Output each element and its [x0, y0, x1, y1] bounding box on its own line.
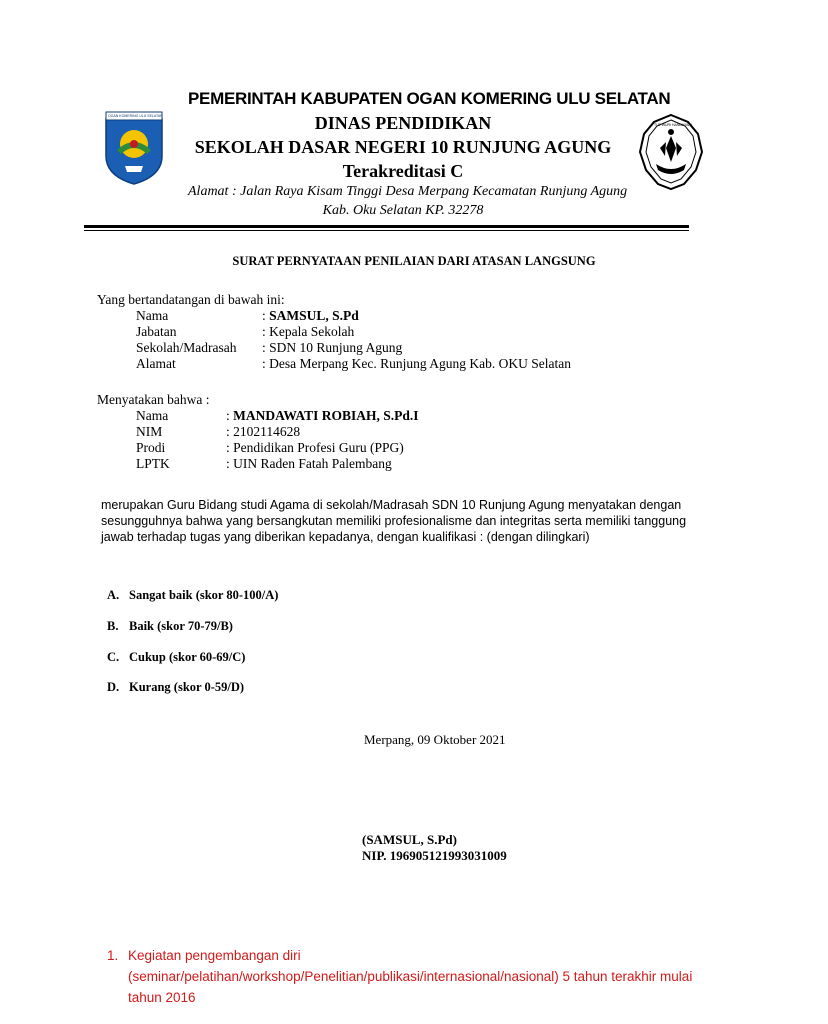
field-value: [262, 308, 359, 324]
letterhead-divider-thick: [84, 225, 689, 228]
grade-option-d: [107, 680, 244, 695]
field-value: : SDN 10 Runjung Agung: [262, 340, 403, 355]
field-value: [226, 408, 419, 424]
field-label: Nama: [136, 308, 169, 323]
grade-letter: D.: [107, 680, 120, 694]
grade-text: Kurang (skor 0-59/D): [129, 680, 245, 694]
field-value: : Pendidikan Profesi Guru (PPG): [226, 440, 404, 455]
field-colon: :: [226, 408, 234, 423]
development-activity-note: [107, 945, 707, 1008]
grade-option-a: [107, 588, 278, 603]
field-label: NIM: [136, 424, 163, 439]
grade-text: Baik (skor 70-79/B): [129, 619, 233, 633]
signer-nip: NIP. 196905121993031009: [362, 848, 507, 863]
regency-logo-caption: OGAN KOMERING ULU SELATAN: [108, 114, 163, 118]
field-label: Jabatan: [136, 324, 177, 339]
field-label: Alamat: [136, 356, 176, 371]
agency-name: DINAS PENDIDIKAN: [314, 113, 492, 133]
grade-text: Sangat baik (skor 80-100/A): [129, 588, 279, 602]
note-number: 1.: [107, 948, 119, 963]
statement-paragraph: merupakan Guru Bidang studi Agama di sekolah/Madrasah SDN 10 Runjung Agung menyatakan dengan sesungguhnya bahwa yang bersangkutan memiliki profesionalisme dan integritas serta memiliki tanggung jawab terhadap tugas yang diberikan kepadanya, dengan kualifikasi : (dengan dilingkari): [101, 498, 687, 544]
subject-lptk-row: [0, 456, 768, 472]
place-date: Merpang, 09 Oktober 2021: [364, 732, 506, 747]
grade-option-b: [107, 619, 233, 634]
grade-letter: C.: [107, 650, 120, 664]
government-name: PEMERINTAH KABUPATEN OGAN KOMERING ULU SELATAN: [188, 89, 671, 108]
field-label: LPTK: [136, 456, 170, 471]
field-colon: :: [262, 308, 270, 323]
signatory-school-row: [0, 340, 768, 356]
education-logo-caption: TUT WURI HANDAYANI: [654, 123, 692, 127]
regency-emblem-icon: [103, 110, 165, 186]
subject-intro: Menyatakan bahwa :: [97, 392, 210, 407]
grade-option-c: [107, 650, 245, 665]
address-line-1: Alamat : Jalan Raya Kisam Tinggi Desa Merpang Kecamatan Runjung Agung: [188, 184, 628, 199]
field-label: Nama: [136, 408, 169, 423]
subject-nim-row: [0, 424, 768, 440]
grade-text: Cukup (skor 60-69/C): [129, 650, 246, 664]
accreditation: Terakreditasi C: [342, 161, 464, 181]
field-label: Sekolah/Madrasah: [136, 340, 237, 355]
signatory-address-row: [0, 356, 768, 372]
field-label: Prodi: [136, 440, 166, 455]
school-name: SEKOLAH DASAR NEGERI 10 RUNJUNG AGUNG: [194, 137, 612, 157]
subject-prodi-row: [0, 440, 768, 456]
field-value: : Desa Merpang Kec. Runjung Agung Kab. OKU Selatan: [262, 356, 571, 371]
note-text: Kegiatan pengembangan diri (seminar/pelatihan/workshop/Penelitian/publikasi/internasional/nasional) 5 tahun terakhir mulai tahun 2016: [128, 948, 693, 1005]
signatory-intro: Yang bertandatangan di bawah ini:: [97, 292, 285, 307]
signer-name-text: (SAMSUL, S.Pd): [362, 832, 457, 847]
signatory-name-row: [0, 308, 768, 324]
field-value: : 2102114628: [226, 424, 301, 439]
address-line-2: Kab. Oku Selatan KP. 32278: [322, 203, 484, 218]
grade-letter: B.: [107, 619, 119, 633]
letterhead-divider-thin: [84, 230, 689, 231]
grade-letter: A.: [107, 588, 120, 602]
signatory-position-row: [0, 324, 768, 340]
signer-name: [362, 832, 457, 848]
education-ministry-logo: [636, 112, 706, 192]
signatory-name: SAMSUL, S.Pd: [269, 308, 359, 323]
subject-name-row: [0, 408, 768, 424]
subject-name: MANDAWATI ROBIAH, S.Pd.I: [233, 408, 419, 423]
regency-logo: [103, 110, 165, 186]
field-value: : UIN Raden Fatah Palembang: [226, 456, 392, 471]
field-value: : Kepala Sekolah: [262, 324, 355, 339]
document-title: SURAT PERNYATAAN PENILAIAN DARI ATASAN LANGSUNG: [232, 254, 596, 268]
